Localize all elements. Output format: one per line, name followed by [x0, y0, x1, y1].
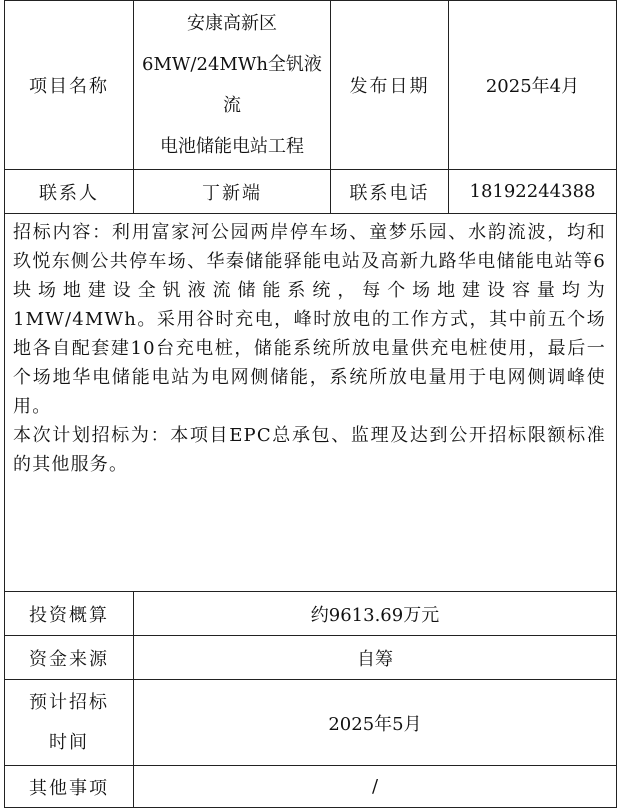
project-name-line: 电池储能电站工程 [160, 136, 304, 157]
funding-value: 自筹 [134, 636, 617, 680]
project-name-line: 安康高新区 [187, 13, 277, 34]
contact-row [5, 170, 617, 214]
funding-row [5, 636, 617, 680]
funding-label: 资金来源 [5, 636, 134, 680]
investment-row [5, 592, 617, 636]
tender-info-table [4, 0, 617, 808]
tender-content-cell [5, 214, 617, 592]
other-row [5, 766, 617, 808]
other-label: 其他事项 [5, 766, 134, 808]
contact-person-label: 联系人 [5, 170, 134, 214]
project-row [5, 1, 617, 170]
tender-time-label [5, 680, 134, 766]
tender-content-row [5, 214, 617, 592]
tender-time-label-line: 时间 [49, 731, 89, 753]
tender-time-label-line: 预计招标 [29, 691, 109, 713]
project-name-value [134, 1, 331, 170]
tender-time-row [5, 680, 617, 766]
publish-date-value: 2025年4月 [449, 1, 617, 170]
contact-person-value: 丁新端 [134, 170, 331, 214]
contact-phone-label: 联系电话 [331, 170, 449, 214]
contact-phone-value: 18192244388 [449, 170, 617, 214]
project-name-label: 项目名称 [5, 1, 134, 170]
tender-content-text: 招标内容：利用富家河公园两岸停车场、童梦乐园、水韵流波，均和玖悦东侧公共停车场、华秦储能驿能电站及高新九路华电储能电站等6块场地建设全钒液流储能系统，每个场地建设容量均为1MW/4MWh。采用谷时充电，峰时放电的工作方式，其中前五个场地各自配套建10台充电桩，储能系统所放电量供充电桩使用，最后一个场地华电储能电站为电网侧储能，系统所放电量用于电网侧调峰使用。 [13, 222, 606, 417]
publish-date-label: 发布日期 [331, 1, 449, 170]
tender-time-value: 2025年5月 [134, 680, 617, 766]
investment-value: 约9613.69万元 [134, 592, 617, 636]
project-name-line: 6MW/24MWh全钒液流 [142, 54, 322, 116]
investment-label: 投资概算 [5, 592, 134, 636]
other-value: / [134, 766, 617, 808]
tender-plan-text: 本次计划招标为：本项目EPC总承包、监理及达到公开招标限额标准的其他服务。 [13, 425, 606, 475]
